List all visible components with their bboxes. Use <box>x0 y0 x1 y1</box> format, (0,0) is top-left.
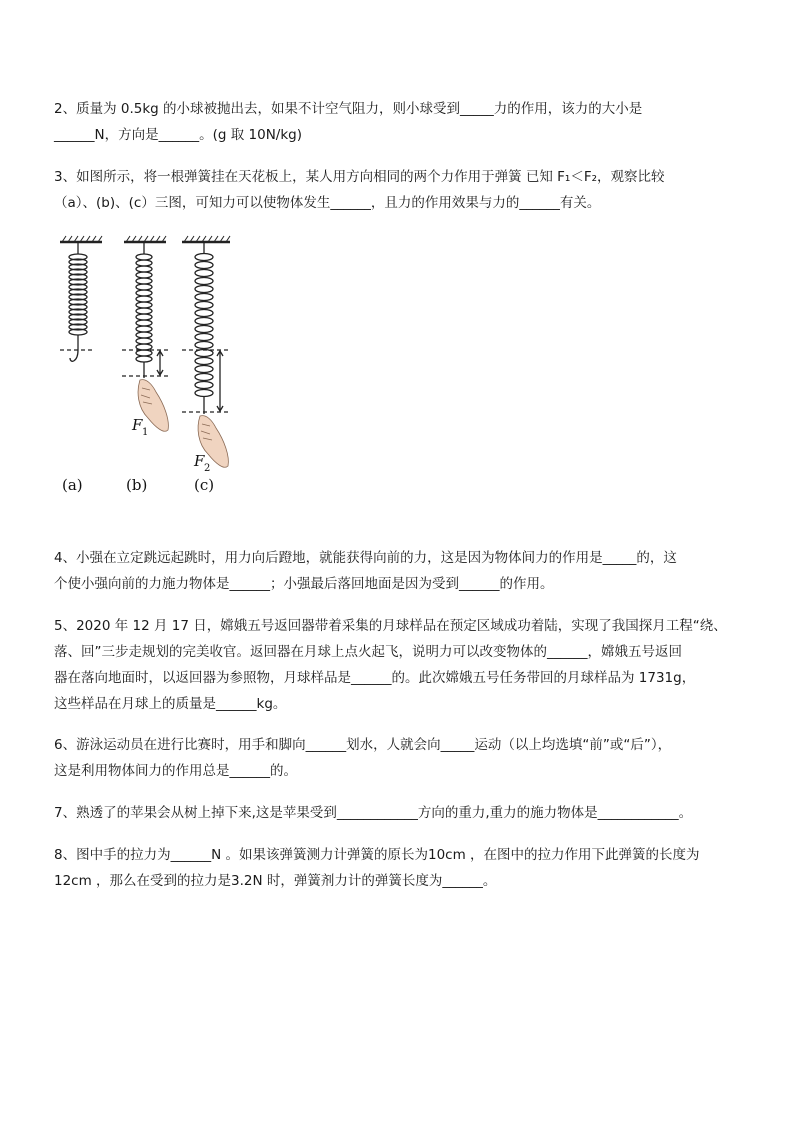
spring-b <box>122 242 168 378</box>
question-8-line-2: 12cm ，那么在受到的拉力是3.2N 时，弹簧剂力计的弹簧长度为______。 <box>54 873 497 889</box>
force-2-subscript: 2 <box>204 463 211 474</box>
label-c: (c) <box>194 476 215 494</box>
question-6-line-1: 6、游泳运动员在进行比赛时，用手和脚向______划水，人就会向_____运动（以上均选填“前”或“后”）， <box>54 737 672 753</box>
question-5-line-3: 器在落向地面时，以返回器为参照物，月球样品是______的。此次嫦娥五号任务带回的月球样品为 1731g， <box>54 670 696 686</box>
question-6-line-2: 这是利用物体间力的作用总是______的。 <box>54 763 297 779</box>
question-5-line-4: 这些样品在月球上的质量是______kg。 <box>54 696 287 712</box>
question-8 <box>54 842 754 894</box>
ceiling-b <box>124 236 166 242</box>
question-7 <box>54 800 754 826</box>
label-a: (a) <box>62 476 83 494</box>
question-3-line-2: （a）、(b)、(c）三图，可知力可以使物体发生______，且力的作用效果与力的______有关。 <box>54 195 601 211</box>
ceiling-a <box>60 236 102 242</box>
hand-b-icon <box>138 380 168 432</box>
spring-c <box>182 242 228 414</box>
question-7-line-1: 7、熟透了的苹果会从树上掉下来,这是苹果受到____________方向的重力,重力的施力物体是____________。 <box>54 805 693 821</box>
question-3-line-1: 3、如图所示，将一根弹簧挂在天花板上，某人用方向相同的两个力作用于弹簧 已知 F₁＜F₂，观察比较 <box>54 169 665 185</box>
question-5 <box>54 613 754 717</box>
question-2 <box>54 96 754 148</box>
question-4 <box>54 545 754 597</box>
spring-a <box>60 242 92 361</box>
question-3 <box>54 164 754 216</box>
force-2-letter: F <box>194 452 205 470</box>
question-4-line-1: 4、小强在立定跳远起跳时，用力向后蹬地，就能获得向前的力，这是因为物体间力的作用是_____的，这 <box>54 550 677 566</box>
question-8-line-1: 8、图中手的拉力为______N 。如果该弹簧测力计弹簧的原长为10cm ，在图中的拉力作用下此弹簧的长度为 <box>54 847 700 863</box>
question-6 <box>54 732 754 784</box>
force-1-letter: F <box>132 416 143 434</box>
question-5-line-2: 落、回”三步走规划的完美收官。返回器在月球上点火起飞，说明力可以改变物体的______，嫦娥五号返回 <box>54 644 682 660</box>
force-1-subscript: 1 <box>142 427 149 438</box>
spring-figure <box>52 232 252 502</box>
label-b: (b) <box>126 476 148 494</box>
question-5-line-1: 5、2020 年 12 月 17 日，嫦娥五号返回器带着采集的月球样品在预定区域成功着陆，实现了我国探月工程“绕、 <box>54 618 727 634</box>
question-2-line-2: ______N，方向是______。(g 取 10N/kg) <box>54 127 302 143</box>
spring-diagram <box>52 232 252 502</box>
question-2-line-1: 2、质量为 0.5kg 的小球被抛出去，如果不计空气阻力，则小球受到_____力的作用，该力的大小是 <box>54 101 643 117</box>
question-4-line-2: 个使小强向前的力施力物体是______；小强最后落回地面是因为受到______的作用。 <box>54 576 554 592</box>
ceiling-c <box>182 236 230 242</box>
